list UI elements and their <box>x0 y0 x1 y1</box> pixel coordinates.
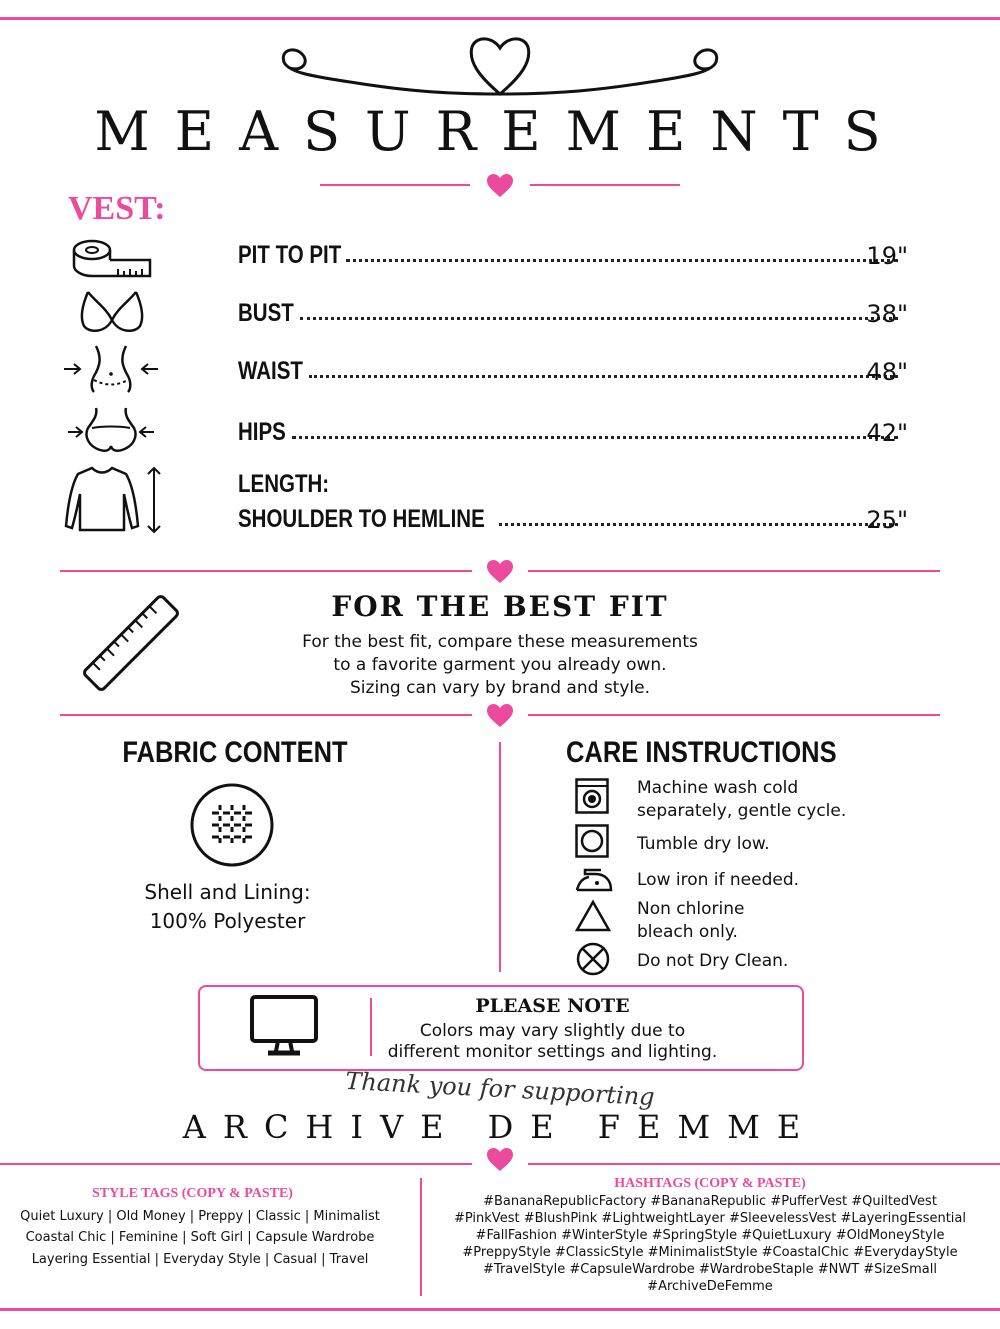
top-border <box>0 17 1000 20</box>
measurement-row-pit <box>238 236 908 270</box>
section-divider-right <box>528 714 940 716</box>
no-dry-clean-icon <box>575 941 611 977</box>
measurement-value: 42" <box>866 419 908 447</box>
measurement-label: SHOULDER TO HEMLINE <box>238 505 485 534</box>
footer-divider-right <box>528 1163 1000 1165</box>
dotted-leader <box>292 436 898 439</box>
hips-icon <box>66 406 156 454</box>
sweater-length-icon <box>66 464 166 536</box>
best-fit-line: to a favorite garment you already own. <box>333 655 667 675</box>
care-text-bleach-2: bleach only. <box>637 922 738 942</box>
heart-icon <box>487 560 513 584</box>
section-divider-right <box>528 570 940 572</box>
dotted-leader <box>309 375 898 378</box>
note-line1: Colors may vary slightly due to <box>419 1021 686 1041</box>
heart-icon <box>487 1148 513 1172</box>
hashtag-line: #PinkVest #BlushPink #LightweightLayer #SleevelessVest #LayeringEssential <box>453 1211 966 1226</box>
brand-name: ARCHIVE DE FEMME <box>182 1108 818 1146</box>
measurement-row-waist <box>238 352 908 386</box>
measurement-value: 19" <box>866 242 908 270</box>
tape-measure-icon <box>72 238 152 278</box>
measurement-row-length <box>238 500 908 534</box>
best-fit-line: Sizing can vary by brand and style. <box>350 678 650 698</box>
note-line2: different monitor settings and lighting. <box>387 1042 718 1062</box>
page-title: MEASUREMENTS <box>94 100 906 163</box>
hashtag-line: #PreppyStyle #ClassicStyle #MinimalistStyle #CoastalChic #EverydayStyle <box>462 1245 958 1260</box>
measurement-label: PIT TO PIT <box>238 241 342 270</box>
monitor-icon <box>250 995 318 1057</box>
waist-icon <box>62 344 160 394</box>
hashtags-title: HASHTAGS (COPY & PASTE) <box>614 1176 806 1191</box>
fabric-line2: 100% Polyester <box>149 909 306 933</box>
bleach-triangle-icon <box>575 900 611 932</box>
hashtag-line: #ArchiveDeFemme <box>647 1279 773 1294</box>
measurement-value: 48" <box>866 358 908 386</box>
measurement-label: BUST <box>238 299 294 328</box>
footer-column-divider <box>420 1178 422 1296</box>
style-tags-line: Layering Essential | Everyday Style | Casual | Travel <box>31 1252 369 1267</box>
style-tags-line: Coastal Chic | Feminine | Soft Girl | Capsule Wardrobe <box>25 1230 375 1245</box>
bottom-border <box>0 1308 1000 1311</box>
hashtag-line: #BananaRepublicFactory #BananaRepublic #PufferVest #QuiltedVest <box>483 1194 937 1209</box>
style-tags-title: STYLE TAGS (COPY & PASTE) <box>92 1186 293 1201</box>
care-text-wash-1: Machine wash cold <box>637 778 799 798</box>
dotted-leader <box>346 259 898 262</box>
measurement-row-bust <box>238 294 908 328</box>
measurement-row-hips <box>238 413 908 447</box>
footer-divider-left <box>0 1163 472 1165</box>
measurement-label: WAIST <box>238 357 303 386</box>
hashtag-line: #TravelStyle #CapsuleWardrobe #WardrobeStaple #NWT #SizeSmall <box>483 1262 937 1277</box>
best-fit-line: For the best fit, compare these measurements <box>302 632 698 652</box>
care-text-wash-2: separately, gentle cycle. <box>637 801 847 821</box>
measurement-value: 38" <box>866 300 908 328</box>
tumble-dry-icon <box>575 824 609 858</box>
heart-swirl-ornament <box>280 32 720 102</box>
title-divider-left <box>320 184 470 186</box>
heart-icon <box>487 174 513 198</box>
hashtag-line: #FallFashion #WinterStyle #SpringStyle #QuietLuxury #OldMoneyStyle <box>475 1228 945 1243</box>
care-text-dry-clean: Do not Dry Clean. <box>637 951 789 971</box>
care-text-iron: Low iron if needed. <box>637 870 800 890</box>
bra-icon <box>78 288 146 334</box>
ruler-icon <box>80 592 182 694</box>
column-divider <box>499 742 501 972</box>
iron-icon <box>575 868 613 892</box>
vest-label: VEST: <box>68 190 166 227</box>
heart-icon <box>487 704 513 728</box>
style-tags-line: Quiet Luxury | Old Money | Preppy | Classic | Minimalist <box>20 1209 380 1224</box>
fabric-title: FABRIC CONTENT <box>122 736 348 769</box>
section-divider-left <box>60 714 472 716</box>
fabric-line1: Shell and Lining: <box>144 880 311 904</box>
measurement-value: 25" <box>866 506 908 534</box>
best-fit-title: FOR THE BEST FIT <box>331 590 669 623</box>
dotted-leader <box>300 317 898 320</box>
washing-machine-icon <box>575 778 609 814</box>
fabric-weave-icon <box>189 782 275 868</box>
care-text-dry: Tumble dry low. <box>637 834 770 854</box>
thank-you-script: Thank you for supporting <box>344 1066 656 1112</box>
care-title: CARE INSTRUCTIONS <box>566 736 837 769</box>
note-title: PLEASE NOTE <box>475 995 630 1017</box>
dotted-leader <box>499 523 898 526</box>
care-text-bleach-1: Non chlorine <box>637 899 745 919</box>
measurement-length-label-line1 <box>238 470 349 499</box>
note-divider <box>370 998 372 1056</box>
measurement-label: LENGTH: <box>238 470 330 498</box>
section-divider-left <box>60 570 472 572</box>
title-divider-right <box>530 184 680 186</box>
measurement-label: HIPS <box>238 418 286 447</box>
